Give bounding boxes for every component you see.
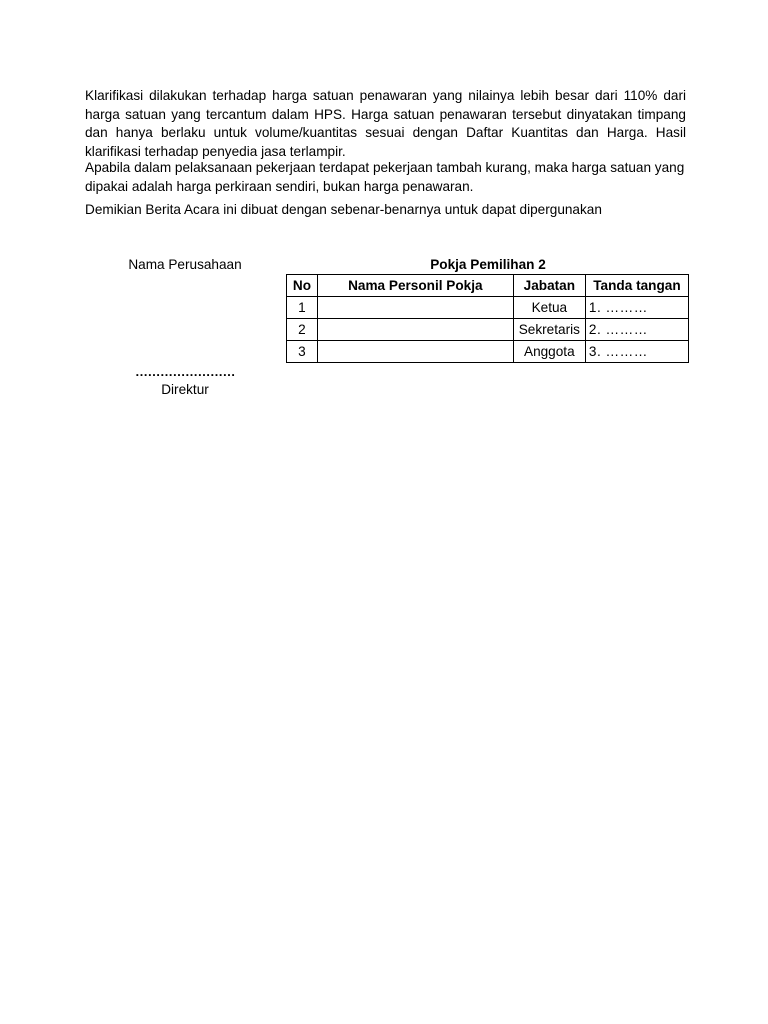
header-nama-personil: Nama Personil Pokja bbox=[317, 275, 513, 297]
company-signature-block bbox=[100, 256, 270, 397]
table-row bbox=[287, 297, 689, 319]
header-tanda-tangan: Tanda tangan bbox=[585, 275, 688, 297]
pokja-title: Pokja Pemilihan 2 bbox=[430, 257, 546, 272]
cell-tanda-tangan: 2. ……… bbox=[585, 319, 688, 341]
signature-line: …………………… bbox=[135, 364, 235, 379]
cell-no: 3 bbox=[287, 341, 318, 363]
cell-jabatan: Ketua bbox=[513, 297, 585, 319]
director-role-label: Direktur bbox=[161, 382, 209, 397]
cell-nama bbox=[317, 297, 513, 319]
cell-nama bbox=[317, 341, 513, 363]
pokja-table bbox=[286, 274, 689, 363]
cell-tanda-tangan: 3. ……… bbox=[585, 341, 688, 363]
cell-nama bbox=[317, 319, 513, 341]
header-no: No bbox=[287, 275, 318, 297]
cell-tanda-tangan: 1. ……… bbox=[585, 297, 688, 319]
paragraph-tambah-kurang: Apabila dalam pelaksanaan pekerjaan terdapat pekerjaan tambah kurang, maka harga satuan yang dipakai adalah harga perkiraan sendiri, bukan harga penawaran. bbox=[85, 160, 685, 194]
cell-no: 1 bbox=[287, 297, 318, 319]
table-header-row bbox=[287, 275, 689, 297]
cell-jabatan: Anggota bbox=[513, 341, 585, 363]
paragraph-klarifikasi: Klarifikasi dilakukan terhadap harga satuan penawaran yang nilainya lebih besar dari 110% dari harga satuan yang tercantum dalam HPS. Harga satuan penawaran tersebut dinyatakan timpang dan hanya berlaku untuk volume/kuantitas sesuai dengan Daftar Kuantitas dan Harga. Hasil klarifikasi terhadap penyedia jasa terlampir. bbox=[85, 88, 686, 159]
table-row bbox=[287, 341, 689, 363]
cell-no: 2 bbox=[287, 319, 318, 341]
table-row bbox=[287, 319, 689, 341]
company-name-label: Nama Perusahaan bbox=[128, 257, 242, 272]
cell-jabatan: Sekretaris bbox=[513, 319, 585, 341]
header-jabatan: Jabatan bbox=[513, 275, 585, 297]
paragraph-penutup: Demikian Berita Acara ini dibuat dengan sebenar-benarnya untuk dapat dipergunakan bbox=[85, 202, 602, 217]
